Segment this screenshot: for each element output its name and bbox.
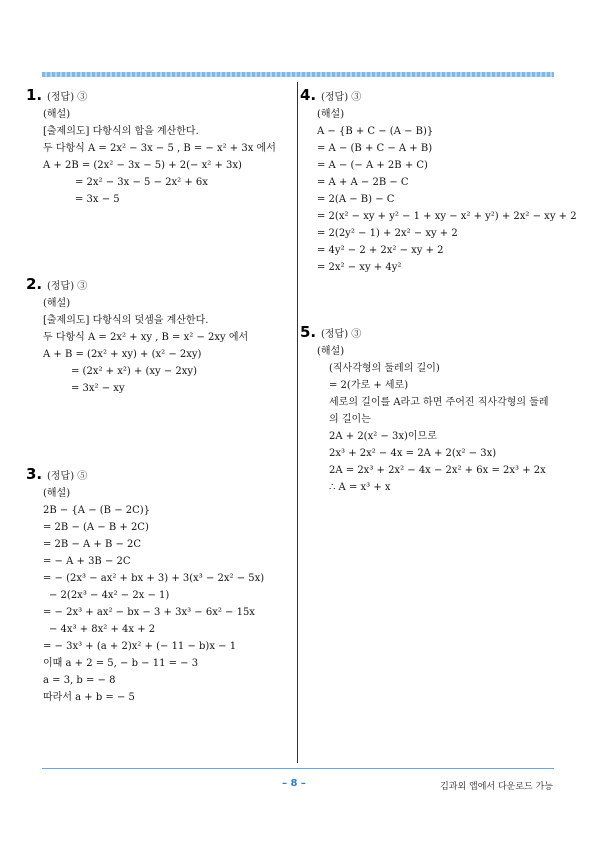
problem-4 — [300, 86, 577, 276]
solution-line: 2A = 2x³ + 2x² − 4x − 2x² + 6x = 2x³ + 2x — [329, 465, 546, 476]
solution-line: = A − (B + C − A + B) — [317, 143, 433, 154]
solution-line: A + B = (2x² + xy) + (x² − 2xy) — [43, 349, 202, 360]
solution-line: A − {B + C − (A − B)} — [317, 126, 434, 137]
solution-line: 두 다항식 A = 2x² − 3x − 5 , B = − x² + 3x 에서 — [43, 143, 276, 154]
problem-header — [26, 465, 264, 481]
solution-line: = 2(A − B) − C — [317, 194, 395, 205]
solution-line: = 2(x² − xy + y² − 1 + xy − x² + y²) + 2x² − xy + 2 — [317, 211, 577, 222]
footer-rule — [42, 768, 554, 769]
solution-line: A + 2B = (2x² − 3x − 5) + 2(− x² + 3x) — [43, 160, 242, 171]
solution-line: (해설) — [317, 109, 345, 120]
problem-1 — [26, 86, 276, 208]
problem-2 — [26, 275, 248, 397]
solution-line: = − (2x³ − ax² + bx + 3) + 3(x³ − 2x² − 5x) — [43, 573, 265, 584]
problem-number: 5. — [300, 323, 317, 341]
solution-line: = − 3x³ + (a + 2)x² + (− 11 − b)x − 1 — [43, 641, 237, 652]
solution-line: 2x³ + 2x² − 4x = 2A + 2(x² − 3x) — [329, 448, 497, 459]
solution-line: 따라서 a + b = − 5 — [43, 692, 135, 703]
solution-line: = 2(2y² − 1) + 2x² − xy + 2 — [317, 228, 458, 239]
problem-number: 4. — [300, 86, 317, 104]
solution-line: = 2(가로 + 세로) — [329, 380, 409, 391]
problem-header — [26, 275, 248, 291]
header-stripe — [42, 72, 554, 77]
solution-line: = 3x² − xy — [71, 383, 125, 394]
solution-line: − 4x³ + 8x² + 4x + 2 — [49, 624, 156, 635]
solution-line: = − A + 3B − 2C — [43, 556, 131, 567]
solution-line: 두 다항식 A = 2x² + xy , B = x² − 2xy 에서 — [43, 332, 249, 343]
problem-number: 3. — [26, 465, 43, 483]
problem-5 — [300, 323, 549, 496]
solution-line: 2A + 2(x² − 3x)이므로 — [329, 431, 437, 442]
solution-line: = 2x² − 3x − 5 − 2x² + 6x — [75, 177, 208, 188]
solution-line: 의 길이는 — [329, 414, 371, 425]
solution-line: = A + A − 2B − C — [317, 177, 409, 188]
solution-line: = − 2x³ + ax² − bx − 3 + 3x³ − 6x² − 15x — [43, 607, 255, 618]
column-divider — [297, 82, 298, 763]
solution-line: [출제의도] 다항식의 합을 계산한다. — [43, 126, 199, 137]
solution-line: = 4y² − 2 + 2x² − xy + 2 — [317, 245, 444, 256]
problem-number: 2. — [26, 275, 43, 293]
answer-label: (정답) ③ — [47, 92, 88, 103]
solution-line: = (2x² + x²) + (xy − 2xy) — [71, 366, 197, 377]
answer-label: (정답) ③ — [321, 92, 362, 103]
problem-3 — [26, 465, 264, 706]
solution-line: (직사각형의 둘레의 길이) — [329, 363, 440, 374]
solution-line: ∴ A = x³ + x — [329, 482, 391, 493]
answer-label: (정답) ③ — [47, 281, 88, 292]
solution-line: − 2(2x³ − 4x² − 2x − 1) — [49, 590, 170, 601]
problem-header — [300, 86, 577, 102]
answer-label: (정답) ⑤ — [47, 471, 88, 482]
solution-line: a = 3, b = − 8 — [43, 675, 116, 686]
solution-line: = 2x² − xy + 4y² — [317, 262, 402, 273]
problem-header — [300, 323, 549, 339]
solution-line: [출제의도] 다항식의 덧셈을 계산한다. — [43, 315, 209, 326]
problem-number: 1. — [26, 86, 43, 104]
solution-line: (해설) — [317, 346, 345, 357]
answer-label: (정답) ③ — [321, 329, 362, 340]
solution-line: 2B − {A − (B − 2C)} — [43, 505, 151, 516]
solution-line: = 2B − A + B − 2C — [43, 539, 142, 550]
solution-line: = 2B − (A − B + 2C) — [43, 522, 149, 533]
solution-line: = 3x − 5 — [75, 194, 120, 205]
solution-line: (해설) — [43, 298, 71, 309]
solution-line: 이때 a + 2 = 5, − b − 11 = − 3 — [43, 658, 199, 669]
solution-line: = A − (− A + 2B + C) — [317, 160, 428, 171]
problem-header — [26, 86, 276, 102]
footer-credit: 김과외 앱에서 다운로드 가능 — [440, 782, 553, 792]
solution-line: (해설) — [43, 488, 71, 499]
solution-line: (해설) — [43, 109, 71, 120]
page-number: – 8 – — [282, 778, 306, 789]
solution-line: 세로의 길이를 A라고 하면 주어진 직사각형의 둘레 — [329, 397, 549, 408]
